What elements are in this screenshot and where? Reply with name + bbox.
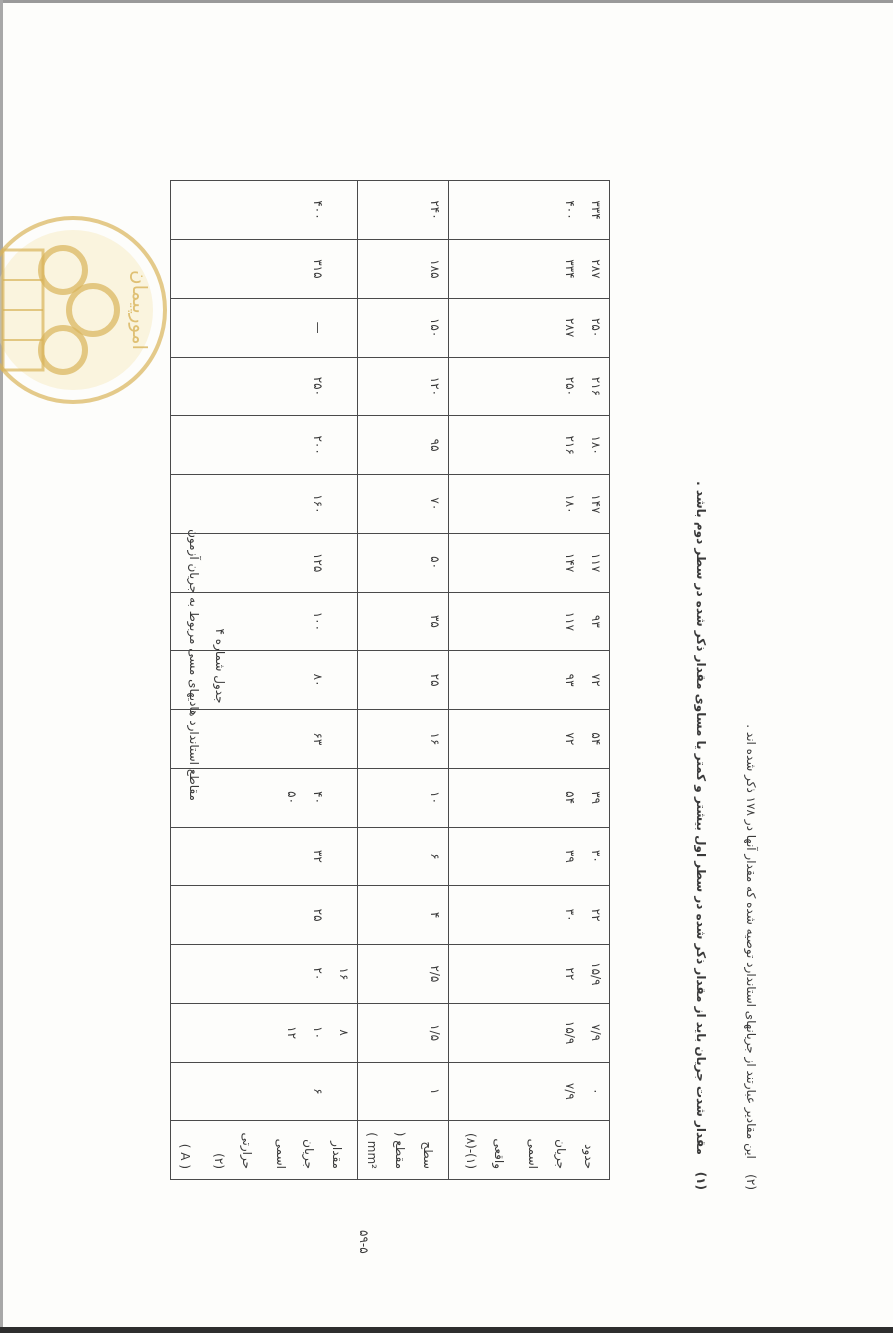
range-max: ۱۸۰ (563, 494, 577, 514)
range-max: ۳۹ (563, 849, 577, 863)
thermal-value (279, 240, 305, 298)
thermal-cell (171, 592, 358, 651)
range-min: ۲۸۷ (589, 259, 603, 279)
thermal-cell (171, 1062, 358, 1121)
range-max: ۲۱۶ (563, 435, 577, 455)
page-number: ۵۹-۵ (357, 1230, 371, 1254)
range-min: ۲۱۶ (589, 376, 603, 397)
thermal-value (279, 828, 305, 886)
thermal-cell (171, 181, 358, 240)
range-cell (449, 416, 610, 475)
header-line: مقدار جریان اسمی (274, 1138, 344, 1169)
range-cell (449, 886, 610, 945)
thermal-value (279, 651, 305, 709)
thermal-value: ۶۳ (311, 732, 325, 746)
thermal-cell (171, 886, 358, 945)
section-value: ۹۵ (428, 438, 442, 452)
section-value: ۳۵ (428, 614, 442, 628)
section-cell (358, 181, 449, 240)
section-value: ۵۰ (428, 556, 442, 570)
section-value: ۶ (428, 853, 442, 860)
range-max: ۵۴ (563, 791, 577, 805)
footnote-1-marker: (۱) (694, 1171, 708, 1190)
table-caption-subtitle: مقاطع استاندارد هادیهای مسی مربوط به جریان آزمون (187, 529, 201, 801)
range-max: ۲۲ (563, 967, 577, 981)
thermal-value (279, 945, 305, 1003)
section-value: ۱۲۰ (428, 376, 442, 397)
thermal-cell (171, 710, 358, 769)
range-min: ۲۵۰ (589, 317, 603, 338)
range-min: ۷/۹ (589, 1024, 603, 1042)
thermal-cell (171, 533, 358, 592)
footnote-2-text: این مقادیر عبارتند از جریانهای استاندارد توصیه شده که مقدار آنها در ۱۷۸ ذکر شده اند . (744, 724, 758, 1159)
thermal-value (331, 416, 357, 474)
thermal-cell (171, 416, 358, 475)
thermal-value: ۲۰ (311, 967, 325, 981)
thermal-cell (171, 357, 358, 416)
range-min: ۲۲ (589, 908, 603, 922)
section-cell (358, 298, 449, 357)
section-value: ۱۰ (428, 791, 442, 805)
thermal-value: ۱۶۰ (311, 494, 325, 514)
header-rated-current-range (449, 1121, 610, 1180)
section-cell (358, 651, 449, 710)
range-cell (449, 651, 610, 710)
table-row (449, 181, 610, 1180)
range-cell (449, 357, 610, 416)
thermal-value (331, 710, 357, 768)
range-min: ۳۰ (589, 849, 603, 863)
watermark-logo-text: امورپیمان (128, 269, 152, 351)
range-cell (449, 1062, 610, 1121)
range-cell (449, 240, 610, 299)
thermal-value (279, 358, 305, 416)
range-min: ۷۲ (589, 673, 603, 687)
thermal-value (331, 475, 357, 533)
thermal-cell (171, 945, 358, 1004)
thermal-value: ۶ (311, 1088, 325, 1095)
thermal-value: ۱۲۵ (311, 552, 325, 573)
header-line: حدود جریان اسمی (526, 1138, 596, 1169)
section-cell (358, 1003, 449, 1062)
thermal-value: ۴۰۰ (311, 200, 325, 220)
thermal-cell (171, 475, 358, 534)
range-cell (449, 1003, 610, 1062)
thermal-value (331, 240, 357, 298)
thermal-value: ۲۰۰ (311, 435, 325, 455)
thermal-cell (171, 651, 358, 710)
thermal-value (279, 475, 305, 533)
section-value: ۱۶ (428, 732, 442, 746)
table-row (358, 181, 449, 1180)
section-value: ۱۸۵ (428, 259, 442, 279)
range-cell (449, 298, 610, 357)
section-cell (358, 827, 449, 886)
header-line: ( A ) (178, 1143, 192, 1169)
thermal-value: ۲۵ (311, 908, 325, 922)
thermal-value (331, 828, 357, 886)
header-line: واقعی (۱)-(۸) (464, 1133, 506, 1169)
thermal-value (331, 299, 357, 357)
thermal-value (331, 651, 357, 709)
section-cell (358, 710, 449, 769)
table-row (171, 181, 358, 1180)
thermal-value (279, 181, 305, 239)
thermal-value (331, 534, 357, 592)
range-cell (449, 710, 610, 769)
thermal-value (331, 181, 357, 239)
thermal-value: ۵۰ (285, 791, 299, 805)
footnote-1 (694, 260, 708, 1190)
thermal-value (279, 416, 305, 474)
range-max: ۷۲ (563, 732, 577, 746)
range-min: ۱۴۷ (589, 494, 603, 514)
thermal-value (331, 593, 357, 651)
footnote-1-text: مقدار شدت جریان باید از مقدار ذکر شده در سطر اول بیشتر و کمتر یا مساوی مقدار ذکر شده در سطر دوم باشد . (694, 481, 708, 1155)
header-thermal-current (171, 1121, 358, 1180)
range-cell (449, 827, 610, 886)
thermal-cell (171, 240, 358, 299)
section-cell (358, 240, 449, 299)
range-cell (449, 533, 610, 592)
range-max: ۱۱۷ (563, 611, 577, 632)
range-cell (449, 475, 610, 534)
section-value: ۲۵ (428, 673, 442, 687)
footnote-2-marker: (۲) (744, 1174, 758, 1190)
range-max: ۲۸۷ (563, 317, 577, 338)
section-cell (358, 1062, 449, 1121)
thermal-value: ۱۰۰ (311, 611, 325, 632)
range-max: ۳۰ (563, 908, 577, 922)
current-section-table (170, 180, 610, 1180)
range-max: ۷/۹ (563, 1082, 577, 1100)
section-cell (358, 475, 449, 534)
watermark-url (0, 256, 1, 365)
thermal-value: ۳۲ (311, 849, 325, 863)
thermal-value (331, 886, 357, 944)
range-max: ۲۵۰ (563, 376, 577, 397)
thermal-value: ۴۰ (311, 791, 325, 805)
section-cell (358, 416, 449, 475)
range-cell (449, 592, 610, 651)
thermal-value: — (311, 321, 325, 334)
range-max: ۴۰۰ (563, 200, 577, 220)
section-cell (358, 533, 449, 592)
range-cell (449, 768, 610, 827)
thermal-cell (171, 298, 358, 357)
range-min: ۹۳ (589, 614, 603, 628)
thermal-value (279, 1063, 305, 1121)
range-min: ۳۹ (589, 791, 603, 805)
range-min: ۰ (589, 1088, 603, 1095)
thermal-value (331, 769, 357, 827)
section-value: ۱ (428, 1088, 442, 1095)
thermal-value: ۱۲ (285, 1026, 299, 1040)
range-max: ۳۳۴ (563, 259, 577, 279)
section-value: ۲۴۰ (428, 200, 442, 220)
thermal-value: ۱۰ (311, 1026, 325, 1040)
section-value: ۷۰ (428, 497, 442, 511)
section-cell (358, 886, 449, 945)
thermal-value: ۲۵۰ (311, 376, 325, 397)
range-min: ۳۳۴ (589, 200, 603, 220)
range-max: ۱۵/۹ (563, 1020, 577, 1045)
thermal-value: ۸ (337, 1029, 351, 1036)
thermal-value: ۸۰ (311, 673, 325, 687)
header-line: سطح مقطع ( mm² ) (365, 1131, 435, 1169)
thermal-value (331, 1063, 357, 1121)
section-cell (358, 945, 449, 1004)
thermal-value (279, 299, 305, 357)
thermal-value (331, 358, 357, 416)
watermark-stamp-logo (0, 210, 173, 410)
range-max: ۱۴۷ (563, 552, 577, 573)
range-cell (449, 181, 610, 240)
range-min: ۱۸۰ (589, 435, 603, 455)
thermal-cell (171, 827, 358, 886)
section-value: ۱/۵ (428, 1024, 442, 1042)
thermal-cell (171, 1003, 358, 1062)
thermal-value (279, 534, 305, 592)
header-cross-section (358, 1121, 449, 1180)
range-min: ۵۴ (589, 732, 603, 746)
section-value: ۴ (428, 911, 442, 919)
thermal-value (279, 886, 305, 944)
range-max: ۹۳ (563, 673, 577, 687)
range-cell (449, 945, 610, 1004)
section-value: ۲/۵ (428, 965, 442, 983)
section-cell (358, 357, 449, 416)
section-cell (358, 592, 449, 651)
section-value: ۱۵۰ (428, 317, 442, 338)
thermal-value: ۳۱۵ (311, 259, 325, 279)
footnote-2 (744, 260, 758, 1190)
thermal-value: ۱۶ (337, 967, 351, 981)
thermal-value (279, 593, 305, 651)
table-caption-title: جدول شماره ۴ (213, 628, 227, 704)
section-cell (358, 768, 449, 827)
thermal-value (279, 710, 305, 768)
range-min: ۱۵/۹ (589, 962, 603, 986)
thermal-cell (171, 768, 358, 827)
range-min: ۱۱۷ (589, 552, 603, 573)
header-line: حرارتی (۲) (212, 1132, 254, 1169)
